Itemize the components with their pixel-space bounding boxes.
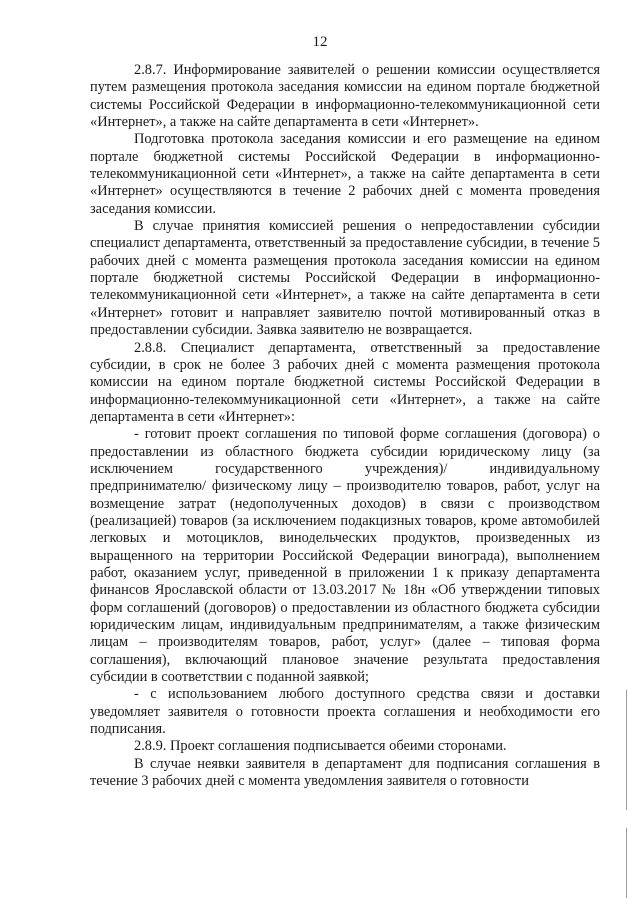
paragraph-2-8-7: 2.8.7. Информирование заявителей о решении комиссии осуществляется путем размещения протокола заседания комиссии на едином портале бюджетной системы Российской Федерации в информационно-телекоммуникационной сети «Интернет», а также на сайте департамента в сети «Интернет». — [90, 62, 600, 131]
paragraph-draft-agreement: - готовит проект соглашения по типовой форме соглашения (договора) о предоставлении из областного бюджета субсидии юридическому лицу (за исключением государственного учреждения)/ индивидуальному предпринимателю/ физическому лицу – производителю товаров, работ, услуг на возмещение затрат (недополученных доходов) в связи с производством (реализацией) товаров (за исключением подакцизных товаров, кроме автомобилей легковых и мотоциклов, винодельческих продуктов, произведенных из выращенного на территории Российской Федерации винограда), выполнением работ, оказанием услуг, приведенной в приложении 1 к приказу департамента финансов Ярославской области от 13.03.2017 № 18н «Об утверждении типовых форм соглашений (договоров) о предоставлении из областного бюджета субсидии юридическим лицам, индивидуальным предпринимателям, а также физическим лицам – производителям товаров, работ, услуг» (далее – типовая форма соглашения), включающий плановое значение результата предоставления субсидии в соответствии с поданной заявкой; — [90, 426, 600, 686]
paragraph-refusal: В случае принятия комиссией решения о непредоставлении субсидии специалист департамента, ответственный за предоставление субсидии, в течение 5 рабочих дней с момента размещения протокола заседания комиссии на едином портале бюджетной системы Российской Федерации в информационно-телекоммуникационной сети «Интернет», а также на сайте департамента в сети «Интернет» готовит и направляет заявителю почтой мотивированный отказ в предоставлении субсидии. Заявка заявителю не возвращается. — [90, 218, 600, 339]
document-body — [90, 62, 600, 790]
scan-edge-mark — [626, 690, 627, 810]
page-number: 12 — [312, 34, 328, 50]
scan-edge-mark — [626, 828, 627, 898]
paragraph-notification: - с использованием любого доступного средства связи и доставки уведомляет заявителя о готовности проекта соглашения и необходимости его подписания. — [90, 686, 600, 738]
paragraph-2-8-8: 2.8.8. Специалист департамента, ответственный за предоставление субсидии, в срок не более 3 рабочих дней с момента размещения протокола комиссии на едином портале бюджетной системы Российской Федерации в информационно-телекоммуникационной сети «Интернет», а также на сайте департамента в сети «Интернет»: — [90, 339, 600, 425]
paragraph-protocol-preparation: Подготовка протокола заседания комиссии и его размещение на едином портале бюджетной системы Российской Федерации в информационно-телекоммуникационной сети «Интернет», а также на сайте департамента в сети «Интернет» осуществляются в течение 2 рабочих дней с момента проведения заседания комиссии. — [90, 131, 600, 217]
paragraph-non-appearance: В случае неявки заявителя в департамент для подписания соглашения в течение 3 рабочих дней с момента уведомления заявителя о готовности — [90, 755, 600, 790]
paragraph-2-8-9: 2.8.9. Проект соглашения подписывается обеими сторонами. — [134, 738, 507, 755]
